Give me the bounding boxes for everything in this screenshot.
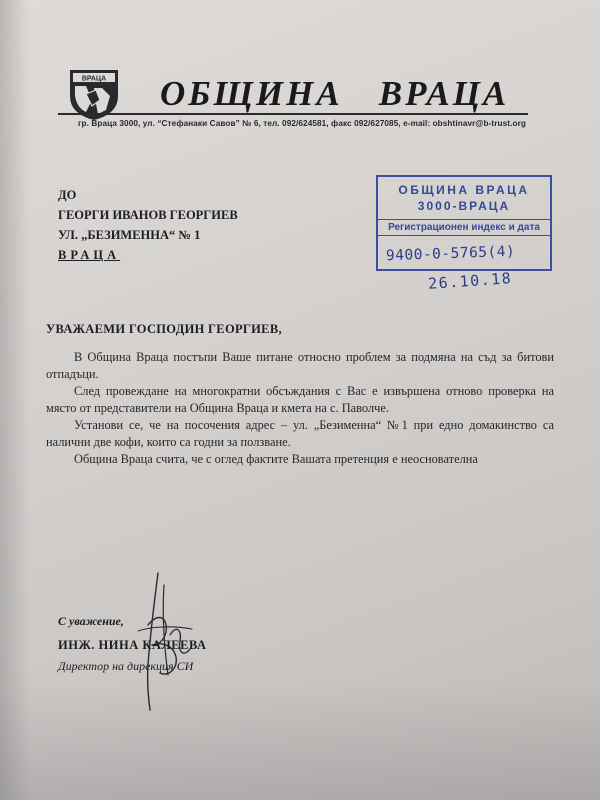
signer-name: ИНЖ. НИНА КАЛЕЕВА <box>58 638 207 652</box>
letter-body <box>46 349 554 468</box>
stamp-line-1: ОБЩИНА ВРАЦА <box>398 183 530 197</box>
body-paragraph: Община Враца счита, че с оглед фактите Вашата претенция е неоснователна <box>74 452 478 466</box>
closing-regards: С уважение, <box>58 614 124 628</box>
recipient-street: УЛ. „БЕЗИМЕННА“ № 1 <box>58 228 201 242</box>
body-paragraph: В Община Враца постъпи Ваше питане относно проблем за подмяна на съд за битови отпадъци. <box>46 350 554 381</box>
signer-title: Директор на дирекция СИ <box>58 659 194 673</box>
salutation: УВАЖАЕМИ ГОСПОДИН ГЕОРГИЕВ, <box>46 322 282 336</box>
organization-title <box>160 74 509 114</box>
header-divider <box>58 113 528 115</box>
registration-date: 26.10.18 <box>427 269 513 293</box>
title-word-1: ОБЩИНА <box>160 74 343 113</box>
recipient-block <box>58 185 238 265</box>
letterhead-address: гр. Враца 3000, ул. “Стефанаки Савов” № 6, тел. 092/624581, факс 092/627085, e-mail: obshtinavr@b-trust.org <box>78 119 526 128</box>
page-shadow-bottom <box>0 680 600 800</box>
recipient-to: ДО <box>58 188 77 202</box>
body-paragraph: Установи се, че на посочения адрес – ул. „Безименна“ №1 при едно домакинство са налични две кофи, които са годни за ползване. <box>46 418 554 449</box>
recipient-name: ГЕОРГИ ИВАНОВ ГЕОРГИЕВ <box>58 208 238 222</box>
body-paragraph: След провеждане на многократни обсъждания с Вас е извършена отново проверка на място от представители на Община Враца и кмета на с. Паволче. <box>46 384 554 415</box>
title-word-2: ВРАЦА <box>378 74 510 113</box>
recipient-city: ВРАЦА <box>58 248 121 262</box>
stamp-line-3: Регистрационен индекс и дата <box>378 219 550 236</box>
stamp-line-2: 3000-ВРАЦА <box>417 199 511 213</box>
crest-text: ВРАЦА <box>81 75 107 83</box>
registration-number: 9400-0-5765(4) <box>385 243 516 265</box>
